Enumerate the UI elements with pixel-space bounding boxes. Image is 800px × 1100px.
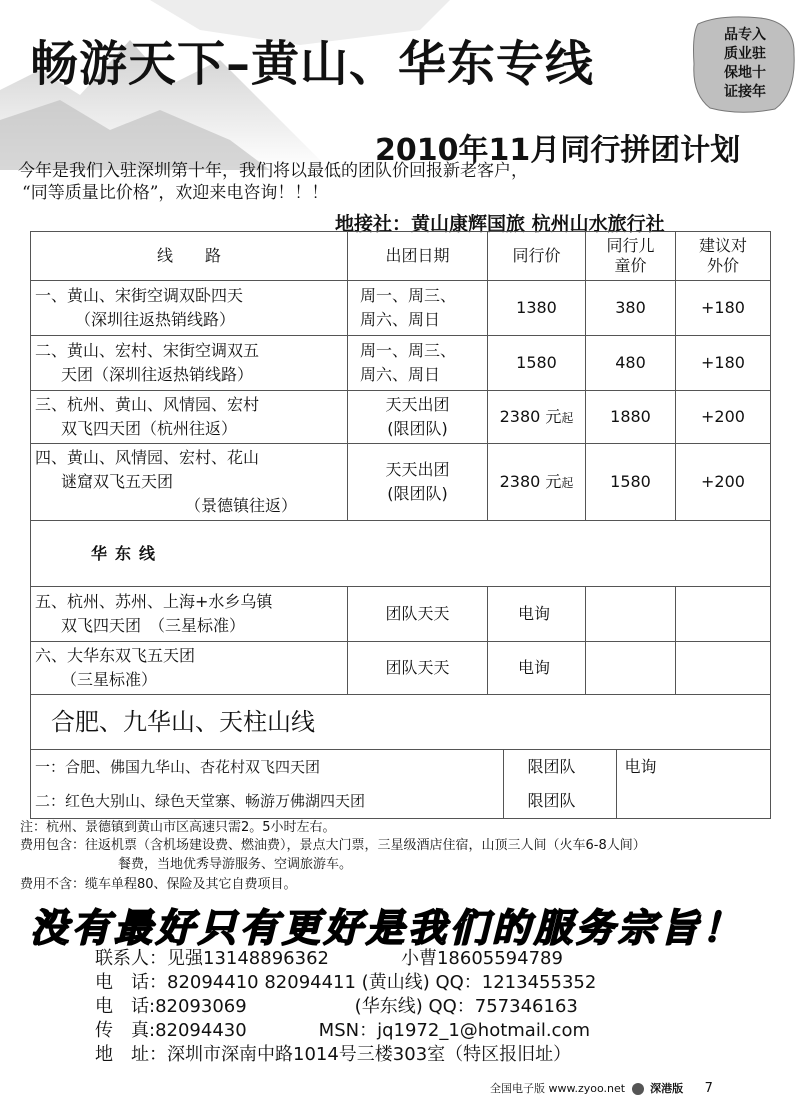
stamp-line: 品专入 [724,27,766,43]
date-cell [348,281,488,336]
contact-address: 地 址：深圳市深南中路1014号三楼303室（特区报旧址） [95,1044,572,1065]
stamp-line: 保地十 [724,65,766,81]
intro-line: 今年是我们入驻深圳第十年，我们将以最低的团队价回报新老客户， [18,161,528,181]
contact-phone-eastchina: 电 话:82093069 (华东线) QQ：757346163 [95,996,578,1017]
suggest-price-cell: +200 [676,444,771,521]
header-date: 出团日期 [348,232,488,281]
note-included: 费用包含：往返机票（含机场建设费、燃油费），景点大门票，三星级酒店住宿，山顶三人间（火车6-8人间） [20,838,646,853]
table-row [31,587,771,642]
price-cell: 1580 [488,336,586,391]
contact-fax: 传 真:82094430 MSN：jq1972_1@hotmail.com [95,1020,590,1041]
price-suffix: 起 [561,475,574,490]
date-line: 天天出团 [385,395,450,414]
header-price: 同行价 [488,232,586,281]
note-excluded: 费用不含：缆车单程80、保险及其它自费项目。 [20,877,297,892]
date-line: (限团队) [387,419,448,438]
route-line: 一、黄山、宋街空调双卧四天 [35,286,244,305]
price-cell: 1380 [488,281,586,336]
empty-cell [586,587,676,642]
table-row [31,750,770,784]
footer-edition: 深港版 [650,1082,684,1095]
hefei-rows-container [31,750,771,819]
header-child-price [586,232,676,281]
date-line: 周一、周三、 [360,286,457,305]
route-line: （景德镇往返） [185,496,298,515]
stamp-line: 证接年 [724,84,766,100]
footer-logo-icon [632,1083,644,1095]
ground-agency: 地接社：黄山康辉国旅 杭州山水旅行社 [335,213,665,235]
empty-cell [616,784,770,818]
contact-person: 联系人：见强13148896362 小曹18605594789 [95,948,563,969]
route-cell: 一：合肥、佛国九华山、杏花村双飞四天团 [31,750,503,784]
suggest-price-cell: +200 [676,391,771,444]
note-included-cont: 餐费，当地优秀导游服务、空调旅游车。 [118,857,353,872]
route-line: 双飞四天团 （三星标准） [61,616,246,635]
child-price-cell: 480 [586,336,676,391]
date-cell: 团队天天 [348,642,488,695]
date-line: 天天出团 [385,460,450,479]
suggest-price-cell: +180 [676,281,771,336]
date-cell: 限团队 [503,784,616,818]
price-cell [488,444,586,521]
hefei-subtable-cell [31,750,771,819]
route-line: （三星标准） [61,670,158,689]
table-row [31,642,771,695]
quality-stamp [690,14,800,114]
price-cell [488,391,586,444]
empty-cell [586,642,676,695]
page-number: 7 [704,1081,713,1096]
price-suffix: 起 [561,410,574,425]
child-price-cell: 380 [586,281,676,336]
price-cell: 电询 [488,642,586,695]
date-cell: 限团队 [503,750,616,784]
route-line: 谜窟双飞五天团 [61,472,174,491]
empty-cell [676,642,771,695]
route-line: （深圳往返热销线路） [75,310,236,329]
contact-phone-huangshan: 电 话：82094410 82094411 (黄山线) QQ：1213455352 [95,972,597,993]
route-cell [31,444,348,521]
route-line: 天团（深圳往返热销线路） [61,365,254,384]
table-row [31,784,770,818]
note-travel-time: 注：杭州、景德镇到黄山市区高速只需2。5小时左右。 [20,820,336,835]
header-child-line: 同行儿 [606,236,655,255]
hefei-heading: 合肥、九华山、天柱山线 [31,695,771,750]
date-cell [348,444,488,521]
stamp-line: 质业驻 [724,46,766,62]
table-header-row [31,232,771,281]
empty-cell [676,587,771,642]
route-cell [31,642,348,695]
header-suggest-line: 建议对 [698,236,747,255]
hefei-subtable [31,750,770,818]
section-row [31,695,771,750]
route-line: 二、黄山、宏村、宋街空调双五 [35,341,260,360]
route-cell: 二：红色大别山、绿色天堂寨、畅游万佛湖四天团 [31,784,503,818]
price-cell: 电询 [624,757,657,776]
date-line: (限团队) [387,484,448,503]
plan-subtitle: 2010年11月同行拼团计划 [375,133,741,168]
intro-text [18,160,528,204]
price-cell: 电询 [488,587,586,642]
header-suggest-line: 外价 [706,256,739,275]
route-line: 五、杭州、苏州、上海+水乡乌镇 [35,592,273,611]
date-line: 周六、周日 [360,365,441,384]
route-cell [31,587,348,642]
child-price-cell: 1880 [586,391,676,444]
price-value: 2380 元 [499,406,562,426]
route-line: 双飞四天团（杭州往返） [61,419,238,438]
date-cell: 团队天天 [348,587,488,642]
east-china-heading: 华东线 [31,521,771,587]
section-row [31,521,771,587]
table-row [31,391,771,444]
date-cell [348,336,488,391]
footer-site: 全国电子版 www.zyoo.net [490,1082,626,1095]
tour-price-table [30,231,771,819]
route-line: 六、大华东双飞五天团 [35,646,196,665]
table-row [31,281,771,336]
table-row [31,444,771,521]
route-cell [31,391,348,444]
date-cell [348,391,488,444]
route-cell [31,336,348,391]
price-value: 2380 元 [499,471,562,491]
route-line: 三、杭州、黄山、风情园、宏村 [35,395,260,414]
date-line: 周一、周三、 [360,341,457,360]
route-line: 四、黄山、风情园、宏村、花山 [35,448,260,467]
suggest-price-cell: +180 [676,336,771,391]
service-slogan: 没有最好只有更好是我们的服务宗旨！ [30,906,745,950]
header-route: 线 路 [31,232,348,281]
table-row [31,336,771,391]
page-footer [490,1080,713,1096]
child-price-cell: 1580 [586,444,676,521]
main-title: 畅游天下–黄山、华东专线 [30,36,595,92]
header-suggest-price [676,232,771,281]
header-child-line: 童价 [614,256,647,275]
date-line: 周六、周日 [360,310,441,329]
intro-line: “同等质量比价格”，欢迎来电咨询！！！ [22,183,329,203]
route-cell [31,281,348,336]
